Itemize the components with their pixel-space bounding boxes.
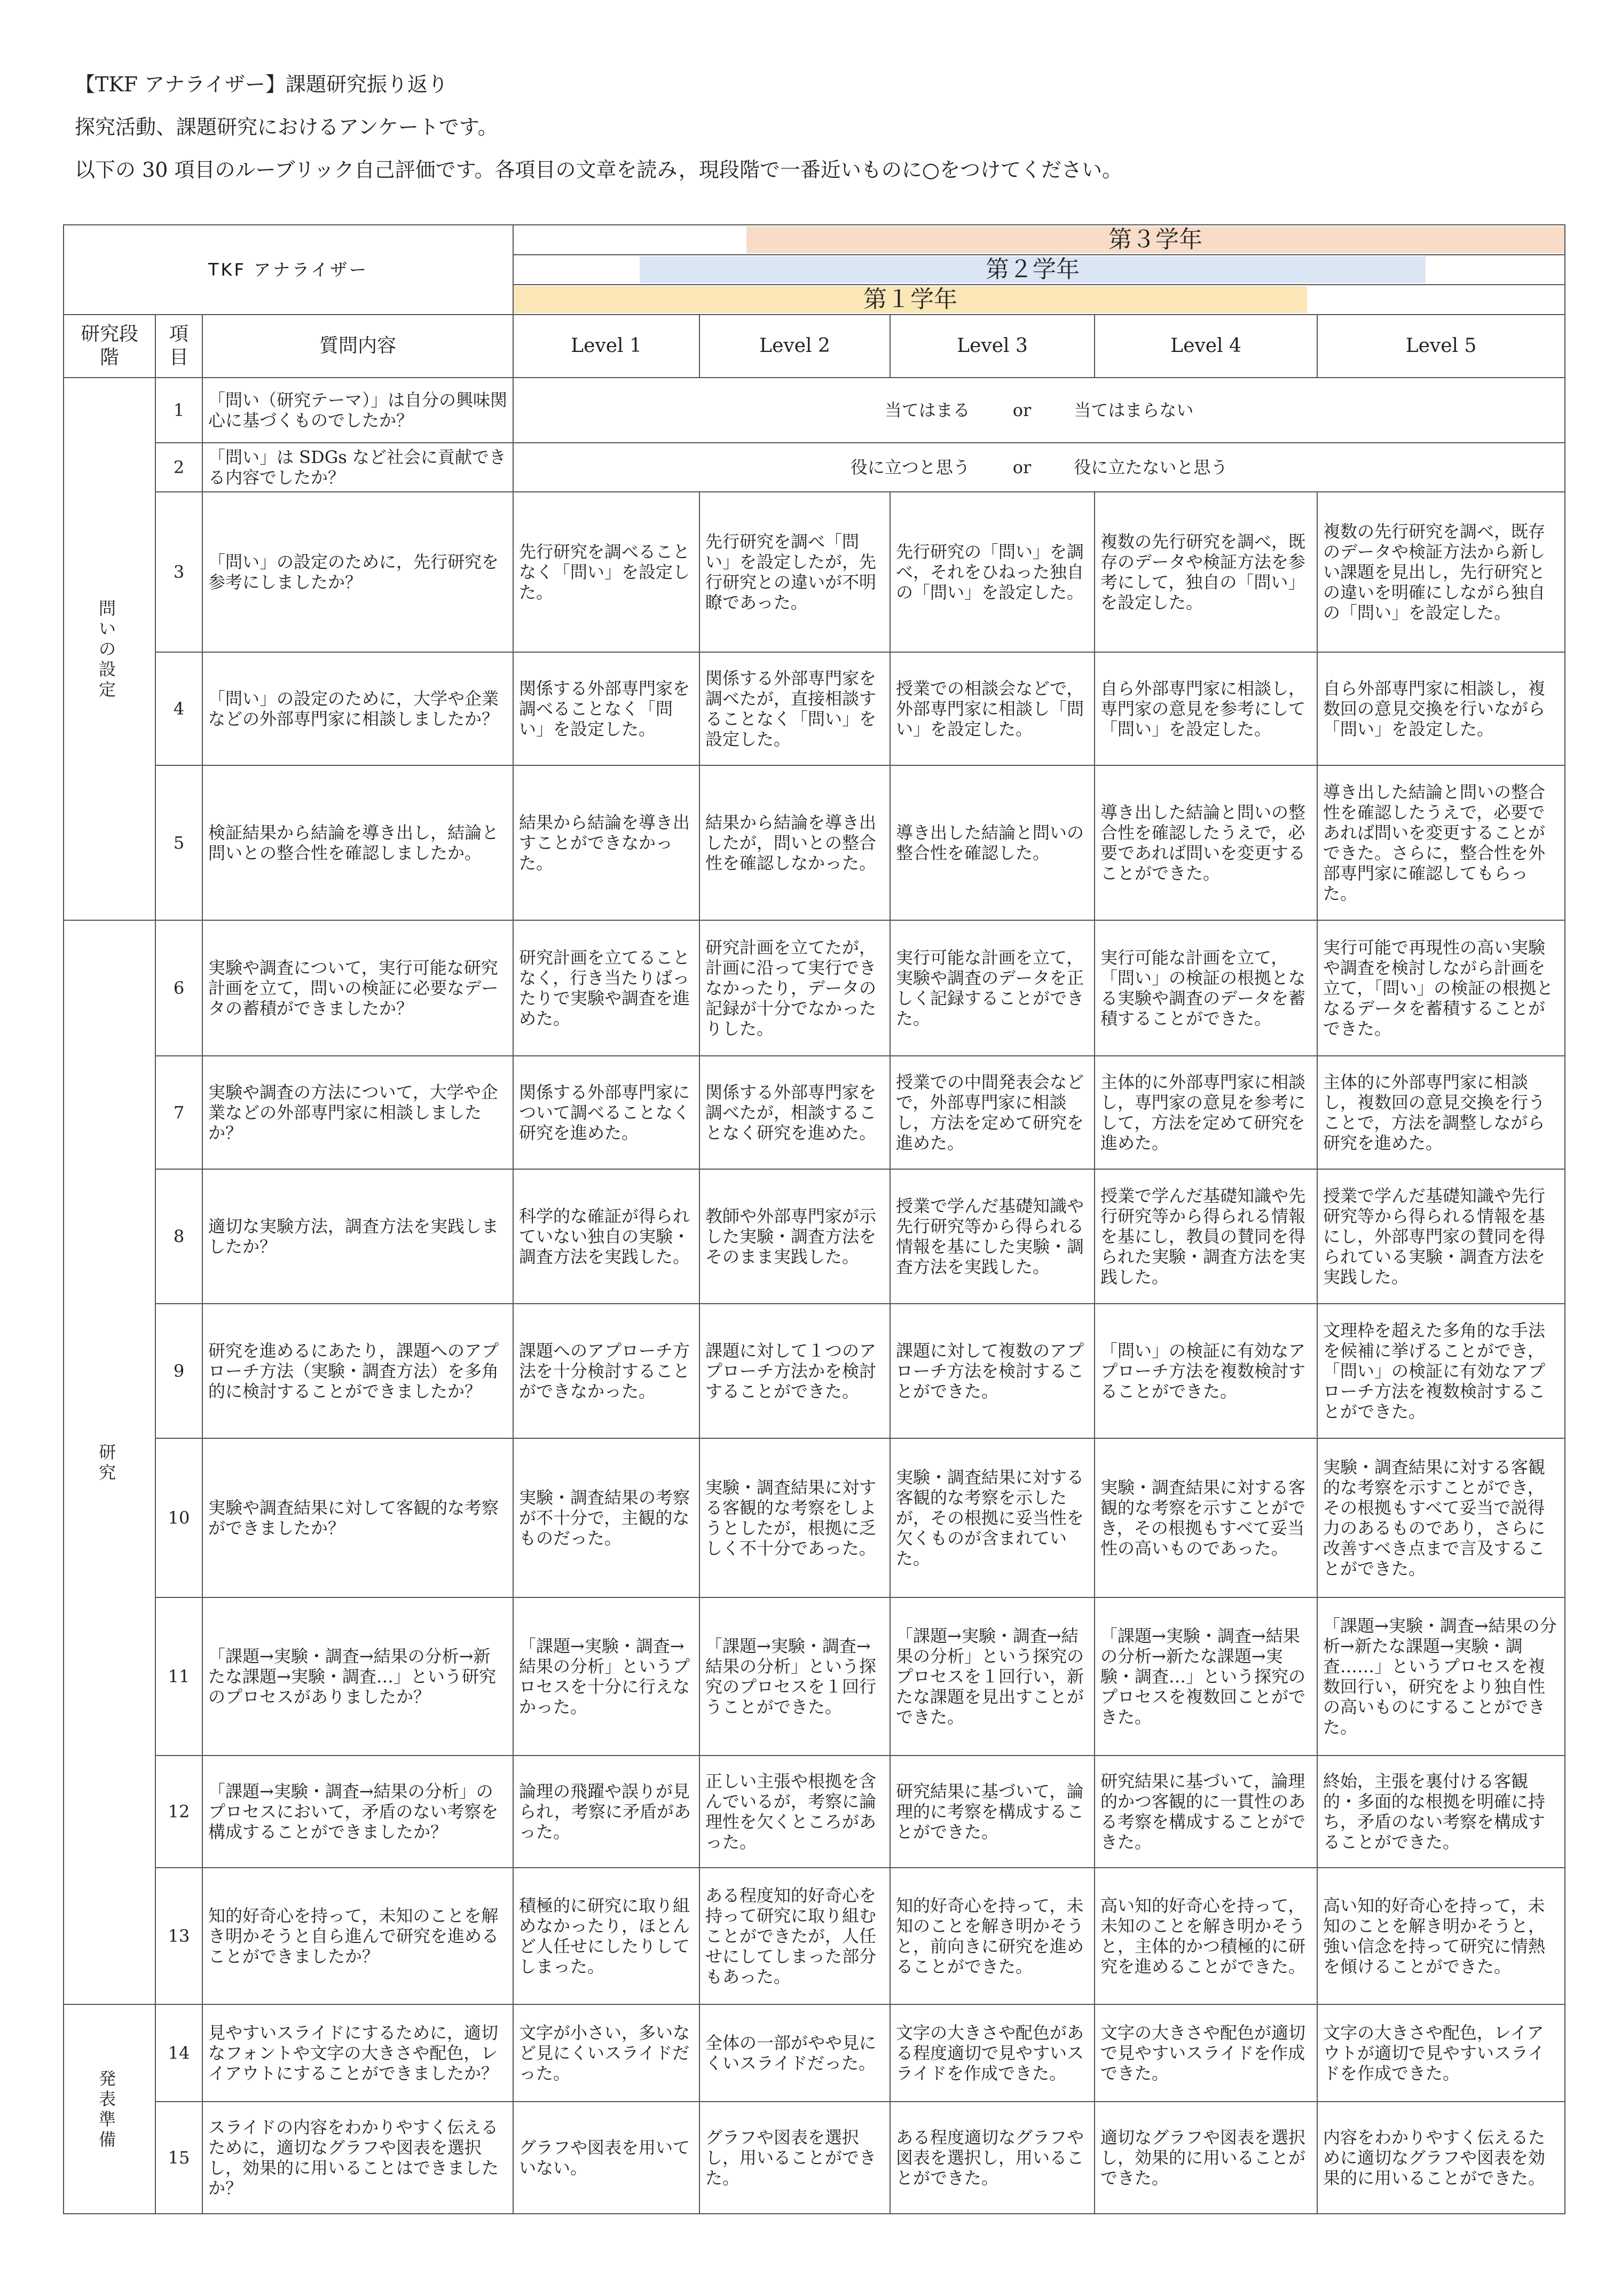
level-2-cell: 結果から結論を導き出したが，問いとの整合性を確認しなかった。 bbox=[699, 765, 890, 920]
level-5-cell: 主体的に外部専門家に相談し，複数回の意見交換を行うことで，方法を調整しながら研究を進めた。 bbox=[1317, 1056, 1565, 1169]
table-row bbox=[64, 378, 1565, 443]
level-5-cell: 自ら外部専門家に相談し，複数回の意見交換を行いながら「問い」を設定した。 bbox=[1317, 652, 1565, 765]
table-row bbox=[64, 652, 1565, 765]
level-4-cell: 複数の先行研究を調べ，既存のデータや検証方法を参考にして，独自の「問い」を設定した。 bbox=[1095, 492, 1317, 652]
item-number: 14 bbox=[155, 2004, 202, 2102]
year2-row bbox=[513, 255, 1565, 285]
answer-or: or bbox=[1012, 457, 1032, 477]
year3-bar: 第３学年 bbox=[746, 226, 1564, 253]
table-row bbox=[64, 492, 1565, 652]
header-question: 質問内容 bbox=[202, 315, 513, 378]
question-text: 実験や調査について，実行可能な研究計画を立て，問いの検証に必要なデータの蓄積ができましたか？ bbox=[202, 920, 513, 1056]
answer-option-a: 当てはまる bbox=[884, 400, 970, 420]
table-row bbox=[64, 1438, 1565, 1597]
level-5-cell: 文字の大きさや配色，レイアウトが適切で見やすいスライドを作成できた。 bbox=[1317, 2004, 1565, 2102]
answer-option-b: 役に立たないと思う bbox=[1074, 457, 1228, 477]
item-number: 3 bbox=[155, 492, 202, 652]
level-1-cell: グラフや図表を用いていない。 bbox=[513, 2102, 699, 2214]
level-3-cell: 知的好奇心を持って，未知のことを解き明かそうと，前向きに研究を進めることができた。 bbox=[890, 1868, 1095, 2004]
level-2-cell: 課題に対して１つのアプローチ方法かを検討することができた。 bbox=[699, 1304, 890, 1438]
level-2-cell: 正しい主張や根拠を含んでいるが，考察に論理性を欠くところがあった。 bbox=[699, 1756, 890, 1868]
level-4-cell: 「課題→実験・調査→結果の分析→新たな課題→実験・調査…」という探究のプロセスを複数回ことができた。 bbox=[1095, 1597, 1317, 1756]
item-number: 8 bbox=[155, 1169, 202, 1304]
item-number: 15 bbox=[155, 2102, 202, 2214]
level-4-cell: 導き出した結論と問いの整合性を確認したうえで，必要であれば問いを変更することができた。 bbox=[1095, 765, 1317, 920]
answer-option-b: 当てはまらない bbox=[1074, 400, 1194, 420]
stage-label: 問いの設定 bbox=[64, 378, 155, 920]
stage-label: 発表準備 bbox=[64, 2004, 155, 2214]
table-row bbox=[64, 443, 1565, 492]
item-number: 2 bbox=[155, 443, 202, 492]
level-1-cell: 課題へのアプローチ方法を十分検討することができなかった。 bbox=[513, 1304, 699, 1438]
level-5-cell: 「課題→実験・調査→結果の分析→新たな課題→実験・調査……」というプロセスを複数回行い，研究をより独自性の高いものにすることができた。 bbox=[1317, 1597, 1565, 1756]
question-text: 「課題→実験・調査→結果の分析→新たな課題→実験・調査…」という研究のプロセスがありましたか？ bbox=[202, 1597, 513, 1756]
header-stage: 研究段階 bbox=[64, 315, 155, 378]
intro-title: 【TKF アナライザー】課題研究振り返り bbox=[75, 73, 448, 96]
table-row bbox=[64, 1169, 1565, 1304]
item-number: 13 bbox=[155, 1868, 202, 2004]
level-4-cell: 自ら外部専門家に相談し，専門家の意見を参考にして「問い」を設定した。 bbox=[1095, 652, 1317, 765]
level-2-cell: グラフや図表を選択し，用いることができた。 bbox=[699, 2102, 890, 2214]
level-2-cell: 実験・調査結果に対する客観的な考察をしようとしたが，根拠に乏しく不十分であった。 bbox=[699, 1438, 890, 1597]
level-3-cell: 導き出した結論と問いの整合性を確認した。 bbox=[890, 765, 1095, 920]
header-level-5: Level 5 bbox=[1317, 315, 1565, 378]
level-5-cell: 内容をわかりやすく伝えるために適切なグラフや図表を効果的に用いることができた。 bbox=[1317, 2102, 1565, 2214]
question-text: スライドの内容をわかりやすく伝えるために，適切なグラフや図表を選択し，効果的に用いることはできましたか？ bbox=[202, 2102, 513, 2214]
level-2-cell: 「課題→実験・調査→結果の分析」という探究のプロセスを１回行うことができた。 bbox=[699, 1597, 890, 1756]
question-text: 「問い」の設定のために，先行研究を参考にしましたか？ bbox=[202, 492, 513, 652]
answer-choice-cell bbox=[513, 378, 1565, 443]
answer-option-a: 役に立つと思う bbox=[850, 457, 970, 477]
level-2-cell: 関係する外部専門家を調べたが，直接相談することなく「問い」を設定した。 bbox=[699, 652, 890, 765]
level-4-cell: 実験・調査結果に対する客観的な考察を示すことができ，その根拠もすべて妥当性の高いものであった。 bbox=[1095, 1438, 1317, 1597]
table-row bbox=[64, 2004, 1565, 2102]
table-row bbox=[64, 1304, 1565, 1438]
level-5-cell: 終始，主張を裏付ける客観的・多面的な根拠を明確に持ち，矛盾のない考察を構成することができた。 bbox=[1317, 1756, 1565, 1868]
level-1-cell: 関係する外部専門家を調べることなく「問い」を設定した。 bbox=[513, 652, 699, 765]
header-item: 項目 bbox=[155, 315, 202, 378]
header-level-4: Level 4 bbox=[1095, 315, 1317, 378]
level-2-cell: 先行研究を調べ「問い」を設定したが，先行研究との違いが不明瞭であった。 bbox=[699, 492, 890, 652]
year3-row bbox=[513, 225, 1565, 255]
level-5-cell: 導き出した結論と問いの整合性を確認したうえで，必要であれば問いを変更することができた。さらに，整合性を外部専門家に確認してもらった。 bbox=[1317, 765, 1565, 920]
level-4-cell: 研究結果に基づいて，論理的かつ客観的に一貫性のある考察を構成することができた。 bbox=[1095, 1756, 1317, 1868]
level-2-cell: 全体の一部がやや見にくいスライドだった。 bbox=[699, 2004, 890, 2102]
level-1-cell: 文字が小さい，多いなど見にくいスライドだった。 bbox=[513, 2004, 699, 2102]
level-5-cell: 実行可能で再現性の高い実験や調査を検討しながら計画を立て，「問い」の検証の根拠となるデータを蓄積することができた。 bbox=[1317, 920, 1565, 1056]
level-4-cell: 「問い」の検証に有効なアプローチ方法を複数検討することができた。 bbox=[1095, 1304, 1317, 1438]
answer-choice-cell bbox=[513, 443, 1565, 492]
question-text: 知的好奇心を持って，未知のことを解き明かそうと自ら進んで研究を進めることができましたか？ bbox=[202, 1868, 513, 2004]
level-5-cell: 文理枠を超えた多角的な手法を候補に挙げることができ，「問い」の検証に有効なアプローチ方法を複数検討することができた。 bbox=[1317, 1304, 1565, 1438]
question-text: 「問い」は SDGs など社会に貢献できる内容でしたか？ bbox=[202, 443, 513, 492]
intro-instruction: 以下の 30 項目のルーブリック自己評価です。各項目の文章を読み，現段階で一番近いものに○をつけてください。 bbox=[75, 158, 1122, 182]
year1-bar: 第１学年 bbox=[514, 286, 1307, 313]
item-number: 11 bbox=[155, 1597, 202, 1756]
level-1-cell: 研究計画を立てることなく，行き当たりばったりで実験や調査を進めた。 bbox=[513, 920, 699, 1056]
intro-description: 探究活動、課題研究におけるアンケートです。 bbox=[75, 115, 498, 139]
table-row bbox=[64, 1056, 1565, 1169]
question-text: 「課題→実験・調査→結果の分析」のプロセスにおいて，矛盾のない考察を構成することができましたか？ bbox=[202, 1756, 513, 1868]
item-number: 7 bbox=[155, 1056, 202, 1169]
level-5-cell: 授業で学んだ基礎知識や先行研究等から得られる情報を基にし，外部専門家の賛同を得られている実験・調査方法を実践した。 bbox=[1317, 1169, 1565, 1304]
level-4-cell: 文字の大きさや配色が適切で見やすいスライドを作成できた。 bbox=[1095, 2004, 1317, 2102]
item-number: 5 bbox=[155, 765, 202, 920]
item-number: 9 bbox=[155, 1304, 202, 1438]
level-2-cell: 関係する外部専門家を調べたが，相談することなく研究を進めた。 bbox=[699, 1056, 890, 1169]
table-row bbox=[64, 920, 1565, 1056]
year2-bar: 第２学年 bbox=[640, 256, 1426, 283]
question-text: 適切な実験方法，調査方法を実践しましたか？ bbox=[202, 1169, 513, 1304]
level-3-cell: 先行研究の「問い」を調べ，それをひねった独自の「問い」を設定した。 bbox=[890, 492, 1095, 652]
level-2-cell: ある程度知的好奇心を持って研究に取り組むことができたが，人任せにしてしまった部分もあった。 bbox=[699, 1868, 890, 2004]
level-1-cell: 結果から結論を導き出すことができなかった。 bbox=[513, 765, 699, 920]
level-3-cell: 授業での中間発表会などで，外部専門家に相談し，方法を定めて研究を進めた。 bbox=[890, 1056, 1095, 1169]
question-text: 検証結果から結論を導き出し，結論と問いとの整合性を確認しましたか。 bbox=[202, 765, 513, 920]
level-3-cell: 課題に対して複数のアプローチ方法を検討することができた。 bbox=[890, 1304, 1095, 1438]
level-3-cell: 「課題→実験・調査→結果の分析」という探究のプロセスを１回行い，新たな課題を見出すことができた。 bbox=[890, 1597, 1095, 1756]
level-1-cell: 科学的な確証が得られていない独自の実験・調査方法を実践した。 bbox=[513, 1169, 699, 1304]
level-3-cell: 研究結果に基づいて，論理的に考察を構成することができた。 bbox=[890, 1756, 1095, 1868]
item-number: 12 bbox=[155, 1756, 202, 1868]
level-5-cell: 高い知的好奇心を持って，未知のことを解き明かそうと，強い信念を持って研究に情熱を傾けることができた。 bbox=[1317, 1868, 1565, 2004]
level-3-cell: 実行可能な計画を立て，実験や調査のデータを正しく記録することができた。 bbox=[890, 920, 1095, 1056]
level-3-cell: 実験・調査結果に対する客観的な考察を示したが，その根拠に妥当性を欠くものが含まれていた。 bbox=[890, 1438, 1095, 1597]
level-3-cell: 授業での相談会などで，外部専門家に相談し「問い」を設定した。 bbox=[890, 652, 1095, 765]
year1-row bbox=[513, 285, 1565, 315]
item-number: 1 bbox=[155, 378, 202, 443]
level-2-cell: 教師や外部専門家が示した実験・調査方法をそのまま実践した。 bbox=[699, 1169, 890, 1304]
question-text: 研究を進めるにあたり，課題へのアプローチ方法（実験・調査方法）を多角的に検討することができましたか？ bbox=[202, 1304, 513, 1438]
table-row bbox=[64, 1868, 1565, 2004]
level-1-cell: 先行研究を調べることなく「問い」を設定した。 bbox=[513, 492, 699, 652]
item-number: 10 bbox=[155, 1438, 202, 1597]
level-4-cell: 主体的に外部専門家に相談し，専門家の意見を参考にして，方法を定めて研究を進めた。 bbox=[1095, 1056, 1317, 1169]
header-level-3: Level 3 bbox=[890, 315, 1095, 378]
item-number: 4 bbox=[155, 652, 202, 765]
question-text: 実験や調査結果に対して客観的な考察ができましたか？ bbox=[202, 1438, 513, 1597]
question-text: 「問い（研究テーマ）」は自分の興味関心に基づくものでしたか？ bbox=[202, 378, 513, 443]
level-1-cell: 論理の飛躍や誤りが見られ，考察に矛盾があった。 bbox=[513, 1756, 699, 1868]
brand-title: TKF アナライザー bbox=[64, 225, 513, 315]
level-5-cell: 複数の先行研究を調べ，既存のデータや検証方法から新しい課題を見出し，先行研究との違いを明確にしながら独自の「問い」を設定した。 bbox=[1317, 492, 1565, 652]
item-number: 6 bbox=[155, 920, 202, 1056]
level-1-cell: 「課題→実験・調査→結果の分析」というプロセスを十分に行えなかった。 bbox=[513, 1597, 699, 1756]
level-3-cell: 授業で学んだ基礎知識や先行研究等から得られる情報を基にした実験・調査方法を実践した。 bbox=[890, 1169, 1095, 1304]
table-row bbox=[64, 765, 1565, 920]
level-5-cell: 実験・調査結果に対する客観的な考察を示すことができ，その根拠もすべて妥当で説得力のあるものであり，さらに改善すべき点まで言及することができた。 bbox=[1317, 1438, 1565, 1597]
level-3-cell: ある程度適切なグラフや図表を選択し，用いることができた。 bbox=[890, 2102, 1095, 2214]
stage-label: 研究 bbox=[64, 920, 155, 2004]
header-level-2: Level 2 bbox=[699, 315, 890, 378]
table-row bbox=[64, 1756, 1565, 1868]
level-4-cell: 授業で学んだ基礎知識や先行研究等から得られる情報を基にし，教員の賛同を得られた実験・調査方法を実践した。 bbox=[1095, 1169, 1317, 1304]
level-4-cell: 実行可能な計画を立て，「問い」の検証の根拠となる実験や調査のデータを蓄積することができた。 bbox=[1095, 920, 1317, 1056]
level-4-cell: 適切なグラフや図表を選択し，効果的に用いることができた。 bbox=[1095, 2102, 1317, 2214]
level-1-cell: 実験・調査結果の考察が不十分で，主観的なものだった。 bbox=[513, 1438, 699, 1597]
level-1-cell: 関係する外部専門家について調べることなく研究を進めた。 bbox=[513, 1056, 699, 1169]
table-row bbox=[64, 1597, 1565, 1756]
intro bbox=[75, 63, 1548, 191]
level-3-cell: 文字の大きさや配色がある程度適切で見やすいスライドを作成できた。 bbox=[890, 2004, 1095, 2102]
question-text: 見やすいスライドにするために，適切なフォントや文字の大きさや配色，レイアウトにすることができましたか？ bbox=[202, 2004, 513, 2102]
question-text: 実験や調査の方法について，大学や企業などの外部専門家に相談しましたか？ bbox=[202, 1056, 513, 1169]
table-row bbox=[64, 2102, 1565, 2214]
rubric-table bbox=[63, 224, 1565, 2214]
level-1-cell: 積極的に研究に取り組めなかったり，ほとんど人任せにしたりしてしまった。 bbox=[513, 1868, 699, 2004]
level-4-cell: 高い知的好奇心を持って，未知のことを解き明かそうと，主体的かつ積極的に研究を進めることができた。 bbox=[1095, 1868, 1317, 2004]
level-2-cell: 研究計画を立てたが，計画に沿って実行できなかったり，データの記録が十分でなかったりした。 bbox=[699, 920, 890, 1056]
header-level-1: Level 1 bbox=[513, 315, 699, 378]
answer-or: or bbox=[1012, 400, 1032, 420]
question-text: 「問い」の設定のために，大学や企業などの外部専門家に相談しましたか？ bbox=[202, 652, 513, 765]
